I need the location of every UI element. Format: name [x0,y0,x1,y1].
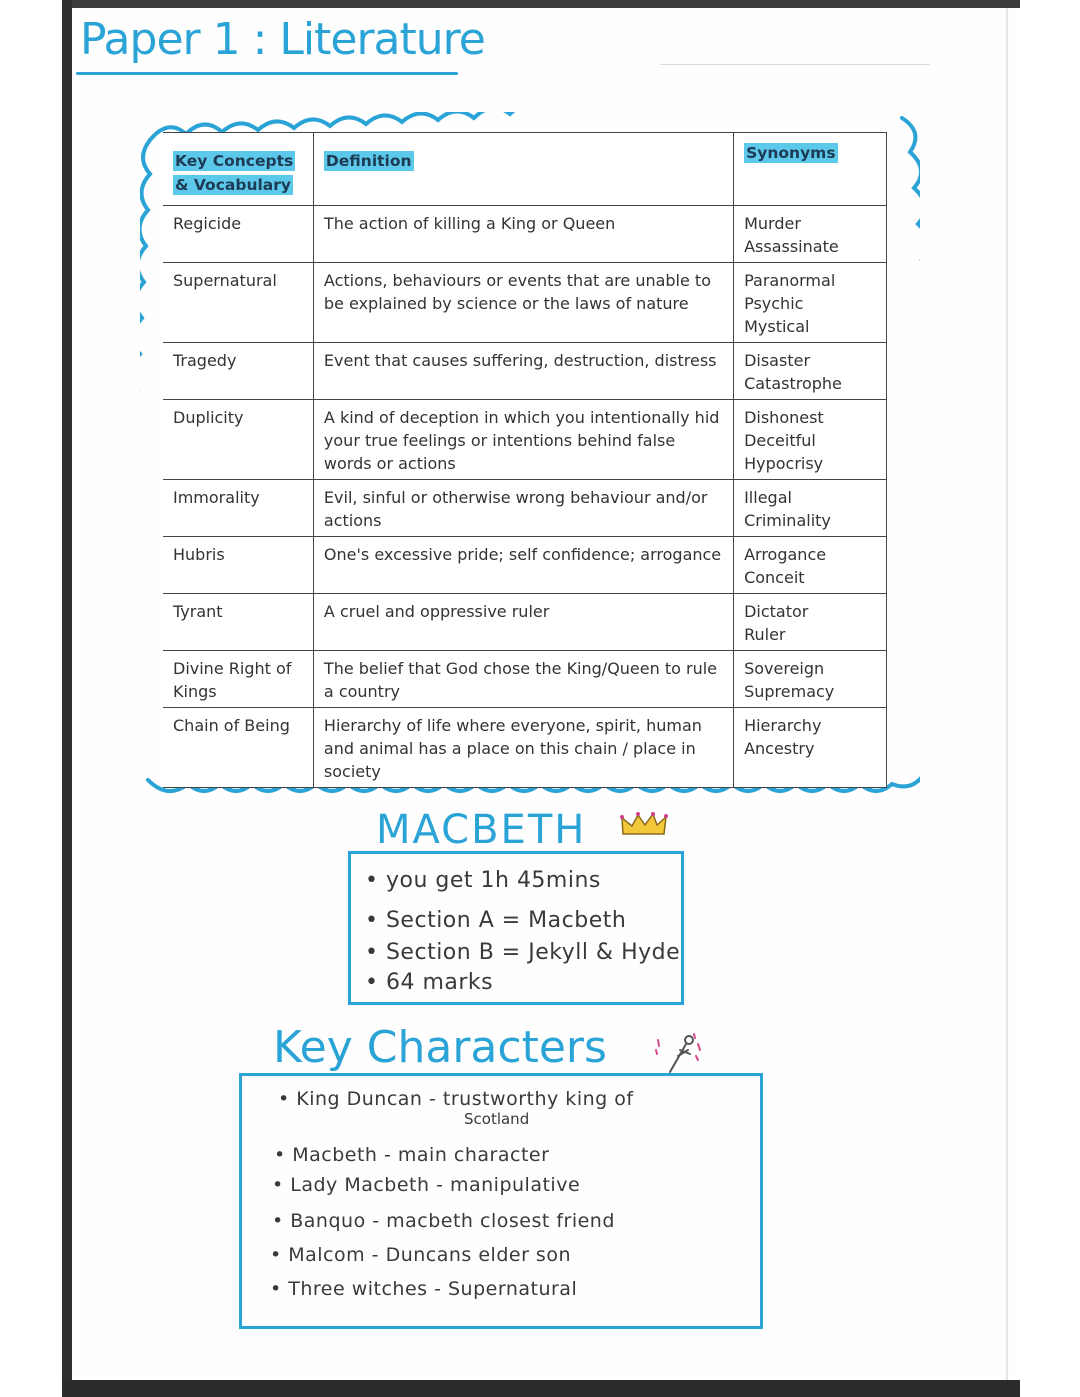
synonym: Ancestry [744,739,815,758]
table-row [163,537,887,594]
synonyms-cell [734,206,887,263]
synonym: Arrogance [744,545,827,564]
photo-background-top [62,0,1020,8]
photo-background-left [62,0,72,1397]
macbeth-info-item: • you get 1h 45mins [365,868,601,893]
synonyms-cell [734,651,887,708]
character-item: • Three witches - Supernatural [270,1278,578,1300]
definition-cell: The action of killing a King or Queen [313,206,733,263]
term-cell: Regicide [163,206,313,263]
term-cell: Tragedy [163,343,313,400]
synonym: Hypocrisy [744,454,824,473]
definition-cell: A cruel and oppressive ruler [313,594,733,651]
page-title: Paper 1 : Literature [80,14,485,65]
header-definition-label: Definition [325,152,412,170]
synonym: Disaster [744,351,811,370]
synonym: Dishonest [744,408,824,427]
synonym: Sovereign [744,659,825,678]
synonyms-cell [734,263,887,343]
term-cell: Immorality [163,480,313,537]
header-term-line1: Key Concepts [175,152,294,170]
synonym: Conceit [744,568,805,587]
synonyms-cell [734,480,887,537]
synonym: Psychic [744,294,804,313]
term-cell: Duplicity [163,400,313,480]
key-characters-box [239,1073,763,1329]
header-definition [313,133,733,206]
macbeth-heading: MACBETH [376,807,587,853]
faint-pencil-line [660,64,930,65]
term-cell: Divine Right of Kings [163,651,313,708]
character-item-continuation: Scotland [464,1110,530,1128]
character-item: • Banquo - macbeth closest friend [272,1210,615,1232]
table-row [163,708,887,788]
macbeth-info-box [348,851,684,1005]
table-row [163,263,887,343]
page-edge [1006,8,1008,1380]
table-row [163,343,887,400]
synonym: Dictator [744,602,809,621]
definition-cell: Hierarchy of life where everyone, spirit, human and animal has a place on this chain / place in society [313,708,733,788]
character-item: • Lady Macbeth - manipulative [272,1174,581,1196]
definition-cell: The belief that God chose the King/Queen to rule a country [313,651,733,708]
character-item: • King Duncan - trustworthy king of [278,1088,634,1110]
synonym: Catastrophe [744,374,842,393]
table-row [163,594,887,651]
macbeth-info-item: • Section B = Jekyll & Hyde [365,940,681,965]
title-underline [76,72,458,75]
definition-cell: Actions, behaviours or events that are unable to be explained by science or the laws of nature [313,263,733,343]
synonyms-cell [734,708,887,788]
character-item: • Malcom - Duncans elder son [270,1244,571,1266]
term-cell: Chain of Being [163,708,313,788]
synonyms-cell [734,343,887,400]
macbeth-info-item: • 64 marks [365,970,494,995]
synonyms-cell [734,594,887,651]
synonyms-cell [734,400,887,480]
synonym: Ruler [744,625,786,644]
synonym: Illegal [744,488,792,507]
photo-background-bottom [62,1380,1020,1397]
definition-cell: Evil, sinful or otherwise wrong behaviour and/or actions [313,480,733,537]
header-synonyms [734,133,887,206]
term-cell: Tyrant [163,594,313,651]
synonym: Assassinate [744,237,839,256]
synonym: Paranormal [744,271,836,290]
table-row [163,480,887,537]
table-header-row [163,133,887,206]
macbeth-info-item: • Section A = Macbeth [365,908,627,933]
synonym: Criminality [744,511,831,530]
term-cell: Hubris [163,537,313,594]
synonym: Murder [744,214,801,233]
synonyms-cell [734,537,887,594]
header-synonyms-label: Synonyms [746,144,836,162]
definition-cell: One's excessive pride; self confidence; arrogance [313,537,733,594]
definition-cell: A kind of deception in which you intentionally hid your true feelings or intentions behind false words or actions [313,400,733,480]
vocabulary-table [163,132,887,788]
header-key-concepts [163,133,313,206]
table-row [163,651,887,708]
crown-icon [620,812,668,842]
definition-cell: Event that causes suffering, destruction, distress [313,343,733,400]
synonym: Deceitful [744,431,816,450]
table-row [163,400,887,480]
character-item: • Macbeth - main character [274,1144,550,1166]
key-characters-heading: Key Characters [273,1022,607,1073]
synonym: Hierarchy [744,716,822,735]
header-term-line2: & Vocabulary [175,176,292,194]
table-row [163,206,887,263]
synonym: Mystical [744,317,810,336]
term-cell: Supernatural [163,263,313,343]
synonym: Supremacy [744,682,835,701]
